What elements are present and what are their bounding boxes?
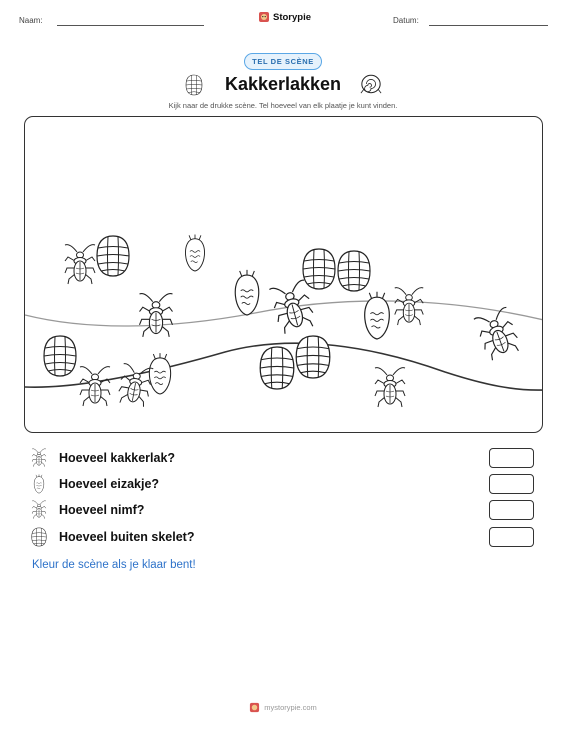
counting-scene xyxy=(24,116,543,433)
scene-cockroach xyxy=(65,245,95,284)
scene-cockroach xyxy=(395,288,424,325)
scene-exoskeleton xyxy=(338,251,370,291)
footer-url[interactable]: mystorypie.com xyxy=(264,703,317,712)
question-row xyxy=(30,500,536,520)
scene-cockroach xyxy=(269,280,316,335)
scene-cockroach xyxy=(474,307,522,361)
egg-case-icon xyxy=(30,474,48,494)
question-row xyxy=(30,448,536,468)
storypie-logo-icon xyxy=(249,702,260,713)
scene-exoskeleton xyxy=(44,336,76,376)
question-label: Hoeveel eizakje? xyxy=(59,477,160,491)
activity-badge: TEL DE SCÈNE xyxy=(244,53,322,70)
answer-box[interactable] xyxy=(489,474,534,494)
scene-exoskeleton xyxy=(296,336,330,378)
instructions: Kijk naar de drukke scène. Tel hoeveel van elk plaatje je kunt vinden. xyxy=(168,101,398,110)
name-field[interactable] xyxy=(57,25,204,26)
scene-exoskeleton xyxy=(97,236,129,276)
storypie-logo-icon xyxy=(258,11,270,23)
scene-exoskeleton xyxy=(303,249,335,289)
date-field[interactable] xyxy=(429,25,548,26)
scene-exoskeleton xyxy=(260,347,294,389)
nymph-icon xyxy=(30,500,48,520)
scene-egg-case xyxy=(365,292,390,339)
date-label: Datum: xyxy=(393,16,419,25)
scene-egg-case xyxy=(185,234,204,271)
question-row xyxy=(30,527,536,547)
brand-name: Storypie xyxy=(273,11,312,23)
scene-cockroach xyxy=(140,294,173,337)
question-label: Hoeveel buiten skelet? xyxy=(59,530,195,544)
question-label: Hoeveel nimf? xyxy=(59,503,145,517)
answer-box[interactable] xyxy=(489,527,534,547)
scene-cockroach xyxy=(117,363,153,407)
name-label: Naam: xyxy=(19,16,43,25)
footer xyxy=(0,702,566,713)
answer-box[interactable] xyxy=(489,500,534,520)
page-title: Kakkerlakken xyxy=(224,74,342,94)
question-row xyxy=(30,474,536,494)
brand xyxy=(258,11,311,23)
scene-cockroach xyxy=(80,367,110,406)
answer-box[interactable] xyxy=(489,448,534,468)
exoskeleton-icon xyxy=(30,527,48,547)
closing-instruction: Kleur de scène als je klaar bent! xyxy=(32,559,196,571)
question-label: Hoeveel kakkerlak? xyxy=(59,451,176,465)
shell-icon xyxy=(360,73,382,95)
scene-egg-case xyxy=(235,270,258,315)
scene-cockroach xyxy=(375,368,405,407)
scene-egg-case xyxy=(149,353,170,394)
cockroach-icon xyxy=(30,448,48,468)
